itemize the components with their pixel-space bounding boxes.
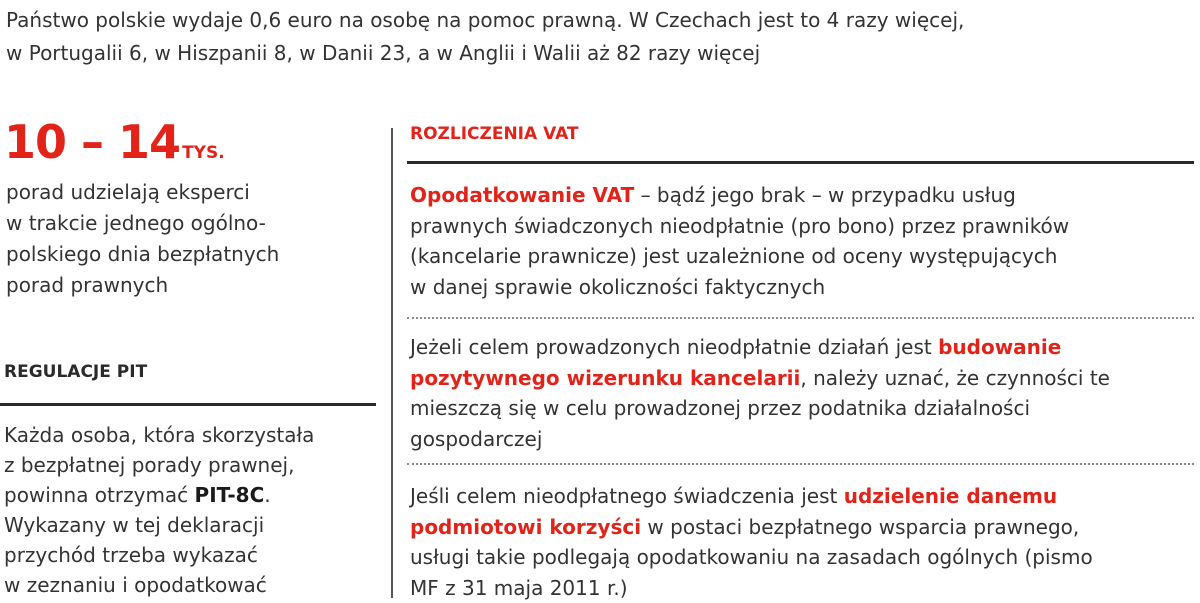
- pit-line-3-post: .: [264, 483, 270, 507]
- vat-p1-line-1: [410, 180, 1190, 211]
- stat-figure: [4, 116, 225, 179]
- vat-p3-line-2: [410, 512, 1190, 543]
- stat-value: 10 – 14: [4, 115, 180, 169]
- pit-line-3: [4, 480, 384, 510]
- stat-desc-line: w trakcie jednego ogólno-: [6, 208, 336, 239]
- vat-p3-highlight-2: podmiotowi korzyści: [410, 515, 641, 539]
- intro-line-2: w Portugalii 6, w Hiszpanii 8, w Danii 23, a w Anglii i Walii aż 82 razy więcej: [6, 37, 1186, 70]
- pit-divider: [0, 403, 376, 406]
- vat-p2-line-2-rest: , należy uznać, że czynności te: [800, 366, 1110, 390]
- pit-line-3-pre: powinna otrzymać: [4, 483, 195, 507]
- intro-text: [6, 4, 1186, 70]
- vat-p2-line-1-pre: Jeżeli celem prowadzonych nieodpłatnie działań jest: [410, 335, 938, 359]
- vat-p2-highlight-2: pozytywnego wizerunku kancelarii: [410, 366, 800, 390]
- vat-p1-line-1-rest: – bądź jego brak – w przypadku usług: [634, 183, 1016, 207]
- vat-p2-line-1: [410, 332, 1190, 363]
- pit-line-1: Każda osoba, która skorzystała: [4, 420, 384, 450]
- vat-p3-line-4: MF z 31 maja 2011 r.): [410, 573, 1190, 603]
- stat-desc-line: porad udzielają eksperci: [6, 177, 336, 208]
- vat-p3-line-1: [410, 481, 1190, 512]
- vat-heading: ROZLICZENIA VAT: [410, 124, 579, 144]
- vat-p3-line-2-rest: w postaci bezpłatnego wsparcia prawnego,: [641, 515, 1079, 539]
- vat-divider: [407, 161, 1194, 164]
- stat-desc-line: porad prawnych: [6, 270, 336, 301]
- vat-p2-line-2: [410, 363, 1190, 394]
- vat-p3-highlight-1: udzielenie danemu: [844, 484, 1057, 508]
- pit-line-6: w zeznaniu i opodatkować: [4, 570, 384, 600]
- stat-desc-line: polskiego dnia bezpłatnych: [6, 239, 336, 270]
- pit-heading: REGULACJE PIT: [4, 362, 147, 382]
- vat-p1-line-4: w danej sprawie okoliczności faktycznych: [410, 272, 1190, 303]
- vat-paragraph-3: [410, 481, 1190, 603]
- stat-unit: TYS.: [182, 143, 225, 163]
- vat-paragraph-1: [410, 180, 1190, 302]
- pit-line-4: Wykazany w tej deklaracji: [4, 510, 384, 540]
- vat-p1-line-3: (kancelarie prawnicze) jest uzależnione od oceny występujących: [410, 241, 1190, 272]
- column-divider: [391, 128, 393, 598]
- vat-p3-line-1-pre: Jeśli celem nieodpłatnego świadczenia jest: [410, 484, 844, 508]
- vat-paragraph-2: [410, 332, 1190, 454]
- vat-p2-line-4: gospodarczej: [410, 424, 1190, 455]
- dotted-separator: [407, 463, 1194, 465]
- vat-p1-highlight: Opodatkowanie VAT: [410, 183, 634, 207]
- pit-body: [4, 420, 384, 600]
- vat-p2-highlight-1: budowanie: [938, 335, 1061, 359]
- intro-line-1: Państwo polskie wydaje 0,6 euro na osobę na pomoc prawną. W Czechach jest to 4 razy więcej,: [6, 4, 1186, 37]
- pit-form-name: PIT-8C: [195, 483, 265, 507]
- vat-p1-line-2: prawnych świadczonych nieodpłatnie (pro bono) przez prawników: [410, 211, 1190, 242]
- vat-p2-line-3: mieszczą się w celu prowadzonej przez podatnika działalności: [410, 393, 1190, 424]
- pit-line-2: z bezpłatnej porady prawnej,: [4, 450, 384, 480]
- pit-line-5: przychód trzeba wykazać: [4, 540, 384, 570]
- stat-description: [6, 177, 336, 301]
- vat-p3-line-3: usługi takie podlegają opodatkowaniu na zasadach ogólnych (pismo: [410, 542, 1190, 573]
- dotted-separator: [407, 317, 1194, 319]
